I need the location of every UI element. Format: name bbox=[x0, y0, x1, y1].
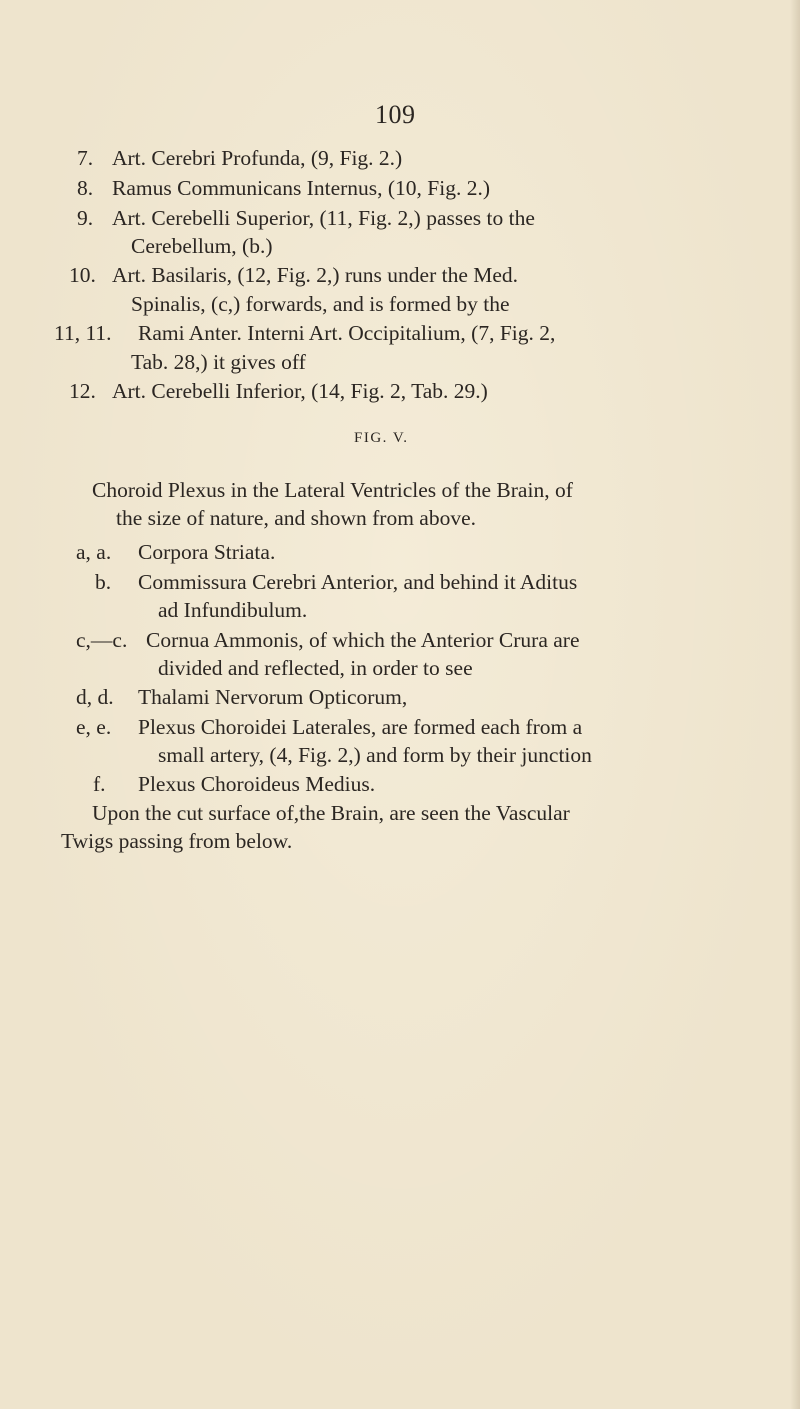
closing-text: Upon the cut surface of,the Brain, are seen the Vascular bbox=[92, 801, 570, 825]
item-number: 12. bbox=[69, 379, 96, 403]
item-number: 8. bbox=[77, 176, 94, 200]
item-number: a, a. bbox=[76, 540, 112, 564]
item-number: c,—c. bbox=[76, 628, 128, 652]
item-text: small artery, (4, Fig. 2,) and form by their junction bbox=[158, 743, 592, 767]
item-number: d, d. bbox=[76, 685, 114, 709]
item-text: divided and reflected, in order to see bbox=[158, 656, 473, 680]
item-text: Corpora Striata. bbox=[138, 540, 276, 564]
figure-heading: FIG. V. bbox=[354, 430, 409, 446]
intro-text: Choroid Plexus in the Lateral Ventricles of the Brain, of bbox=[92, 478, 573, 502]
item-number: 10. bbox=[69, 263, 96, 287]
item-number: 11, 11. bbox=[54, 321, 112, 345]
item-text: Art. Basilaris, (12, Fig. 2,) runs under the Med. bbox=[112, 263, 519, 287]
item-text: Plexus Choroidei Laterales, are formed each from a bbox=[138, 715, 583, 739]
item-text: Cornua Ammonis, of which the Anterior Crura are bbox=[146, 628, 580, 652]
intro-text: the size of nature, and shown from above. bbox=[116, 506, 477, 530]
item-text: Cerebellum, (b.) bbox=[131, 234, 273, 258]
page-number: 109 bbox=[375, 100, 416, 129]
item-text: Plexus Choroideus Medius. bbox=[138, 772, 376, 796]
item-text: ad Infundibulum. bbox=[158, 598, 308, 622]
item-text: Art. Cerebelli Inferior, (14, Fig. 2, Tab. 29.) bbox=[112, 379, 488, 403]
item-text: Commissura Cerebri Anterior, and behind it Aditus bbox=[138, 570, 578, 594]
item-text: Spinalis, (c,) forwards, and is formed by the bbox=[131, 292, 510, 316]
item-text: Art. Cerebelli Superior, (11, Fig. 2,) passes to the bbox=[112, 206, 535, 230]
item-number: f. bbox=[93, 772, 106, 796]
item-text: Thalami Nervorum Opticorum, bbox=[138, 685, 408, 709]
item-text: Tab. 28,) it gives off bbox=[131, 350, 306, 374]
page-edge-shadow bbox=[790, 0, 800, 1409]
item-number: 9. bbox=[77, 206, 94, 230]
item-number: b. bbox=[95, 570, 112, 594]
closing-text: Twigs passing from below. bbox=[61, 829, 293, 853]
item-text: Rami Anter. Interni Art. Occipitalium, (7, Fig. 2, bbox=[138, 321, 556, 345]
item-text: Ramus Communicans Internus, (10, Fig. 2.) bbox=[112, 176, 491, 200]
item-text: Art. Cerebri Profunda, (9, Fig. 2.) bbox=[112, 146, 403, 170]
item-number: e, e. bbox=[76, 715, 112, 739]
item-number: 7. bbox=[77, 146, 94, 170]
